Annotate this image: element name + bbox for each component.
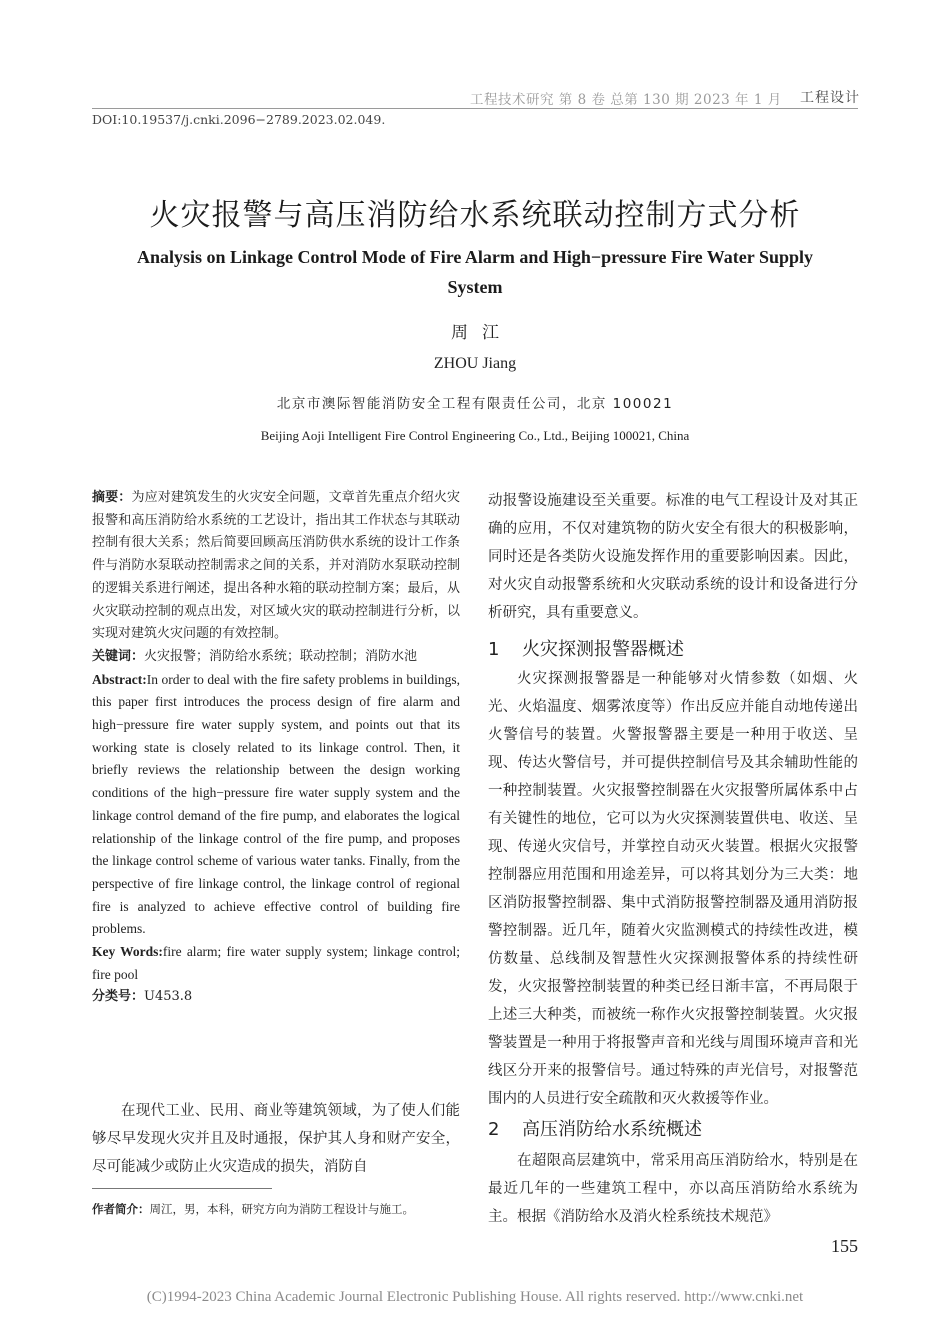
section-1-number: 1: [488, 639, 500, 660]
section-2-number: 2: [488, 1119, 500, 1140]
author-name-zh: 周江: [451, 323, 513, 343]
keywords-en-label: Key Words:: [92, 944, 163, 960]
paper-title-zh: 火灾报警与高压消防给水系统联动控制方式分析: [149, 198, 801, 233]
section-2-paragraph: 在超限高层建筑中，常采用高压消防给水，特别是在最近几年的一些建筑工程中，亦以高压消防给水系统为主。根据《消防给水及消火栓系统技术规范》: [488, 1153, 858, 1225]
abstract-en-label: Abstract:: [92, 671, 147, 687]
page-number: 155: [831, 1236, 858, 1256]
keywords-text: 火灾报警；消防给水系统；联动控制；消防水池: [144, 648, 418, 664]
classification-number: U453.8: [144, 989, 193, 1005]
continued-paragraph: 动报警设施建设至关重要。标准的电气工程设计及对其正确的应用，不仅对建筑物的防火安全有很大的积极影响，同时还是各类防火设施发挥作用的重要影响因素。因此，对火灾自动报警系统和火灾联动系统的设计和设备进行分析研究，具有重要意义。: [488, 493, 858, 621]
copyright-footer: (C)1994-2023 China Academic Journal Electronic Publishing House. All rights reserved. http://www.cnki.net: [146, 1289, 804, 1305]
section-1-title: 火灾探测报警器概述: [522, 639, 684, 660]
paper-title-en: Analysis on Linkage Control Mode of Fire Alarm and High−pressure Fire Water Supply System: [137, 247, 813, 297]
keywords-en-text: fire alarm; fire water supply system; linkage control; fire pool: [92, 944, 460, 982]
keywords-label: 关键词：: [92, 648, 145, 664]
section-2-body: [488, 1147, 858, 1231]
author-name-en: ZHOU Jiang: [433, 355, 517, 372]
classification-label: 分类号：: [92, 989, 145, 1005]
journal-info: 工程技术研究 第 8 卷 总第 130 期 2023 年 1 月: [470, 92, 782, 108]
right-column-continuation: [488, 487, 858, 627]
header-divider: [92, 108, 858, 109]
keywords-en: [92, 941, 460, 986]
footnote-text: 周江，男，本科，研究方向为消防工程设计与施工。: [149, 1202, 414, 1216]
section-1-heading: [488, 635, 858, 661]
classification: [92, 986, 460, 1009]
author-footnote: [92, 1199, 460, 1219]
section-2-heading: [488, 1115, 858, 1141]
abstract-block: [92, 487, 460, 1009]
abstract-en: [92, 669, 460, 941]
doi: DOI:10.19537/j.cnki.2096−2789.2023.02.049.: [92, 112, 386, 127]
section-2-title: 高压消防给水系统概述: [522, 1119, 702, 1140]
footnote-label: 作者简介：: [92, 1202, 150, 1216]
section-1-paragraph: 火灾探测报警器是一种能够对火情参数（如烟、火光、火焰温度、烟雾浓度等）作出反应并能自动地传递出火警信号的装置。火警报警器主要是一种用于收送、呈现、传达火警信号，并可提供控制信号及其余辅助性能的一种控制装置。火灾报警控制器在火灾报警所属体系中占有关键性的地位，它可以为火灾探测装置供电、收送、呈现、传递火灾信号，并掌控自动灭火装置。根据火灾报警控制器应用范围和用途差异，可以将其划分为三大类：地区消防报警控制器、集中式消防报警控制器及通用消防报警控制器。近几年，随着火灾监测模式的持续性改进，模仿数量、总线制及智慧性火灾探测报警体系的持续性研发，火灾报警控制装置的种类已经日渐丰富，不再局限于上述三大种类，而被统一称作火灾报警控制装置。火灾报警装置是一种用于将报警声音和光线与周围环境声音和光线区分开来的报警信号。通过特殊的声光信号，对报警范围内的人员进行安全疏散和灭火救援等作业。: [488, 671, 858, 1107]
abstract-zh: [92, 487, 460, 646]
keywords-zh: [92, 646, 460, 669]
footnote-divider: [92, 1188, 272, 1189]
abstract-zh-text: 为应对建筑发生的火灾安全问题，文章首先重点介绍火灾报警和高压消防给水系统的工艺设计，指出其工作状态与其联动控制有很大关系；然后简要回顾高压消防供水系统的设计工作条件与消防水泵联动控制需求之间的关系，并对消防水泵联动控制的逻辑关系进行阐述，提出各种水箱的联动控制方案；最后，从火灾联动控制的观点出发，对区域火灾的联动控制进行分析，以实现对建筑火灾问题的有效控制。: [92, 490, 460, 642]
section-label: 工程设计: [800, 90, 860, 106]
abstract-en-text: In order to deal with the fire safety problems in buildings, this paper first introduces the process design of fire alarm and high−pressure fire water supply system, and points out that its working state is closely related to its linkage control. Then, it briefly reviews the relationship between the design working conditions of the high−pressure fire water supply system and the linkage control demand of the fire pump, and elaborates the logical relationship of the linkage control of the fire pump, and proposes the linkage control scheme of various water tanks. Finally, from the perspective of fire linkage control, the linkage control of regional fire is analyzed to achieve effective control of building fire problems.: [92, 671, 460, 937]
affiliation-en: Beijing Aoji Intelligent Fire Control Engineering Co., Ltd., Beijing 100021, China: [260, 428, 690, 443]
section-1-body: [488, 665, 858, 1113]
affiliation-zh: 北京市澳际智能消防安全工程有限责任公司，北京 100021: [276, 396, 674, 412]
intro-paragraph: 在现代工业、民用、商业等建筑领域，为了使人们能够尽早发现火灾并且及时通报，保护其人身和财产安全，尽可能减少或防止火灾造成的损失，消防自: [92, 1103, 460, 1175]
abstract-label: 摘要：: [92, 490, 132, 505]
